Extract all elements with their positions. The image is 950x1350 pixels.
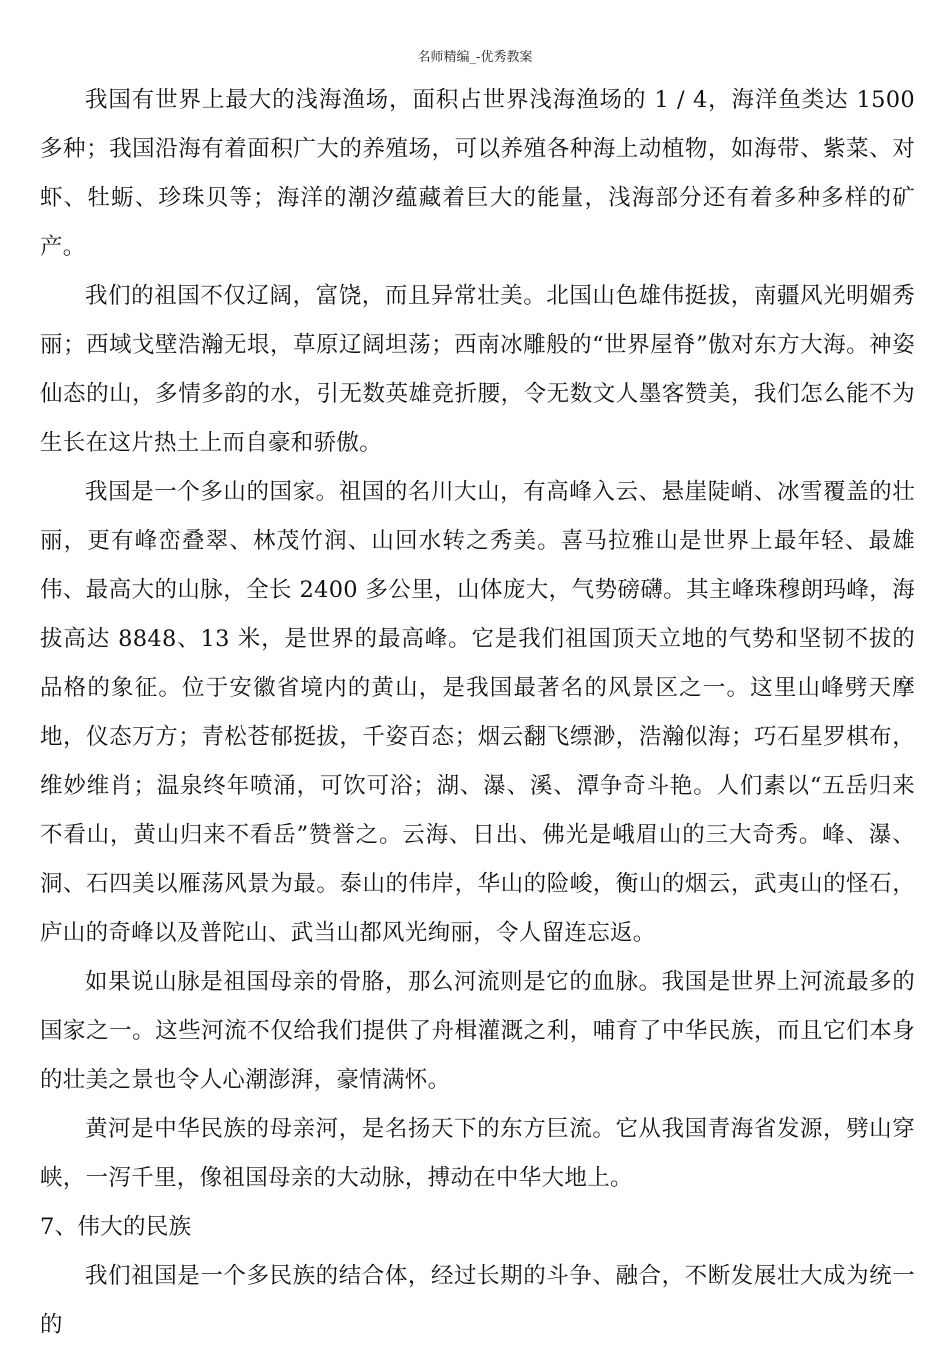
paragraph-nation: 我们祖国是一个多民族的结合体，经过长期的斗争、融合，不断发展壮大成为统一的: [40, 1263, 915, 1338]
paragraph-yellow-river: 黄河是中华民族的母亲河，是名扬天下的东方巨流。它从我国青海省发源，劈山穿峡，一泻千里，像祖国母亲的大动脉，搏动在中华大地上。: [40, 1116, 915, 1191]
page-header: 名师精编_-优秀教案: [417, 50, 533, 65]
document-body: [40, 76, 915, 1350]
section-heading: 7、伟大的民族: [40, 1214, 192, 1240]
paragraph-landscape: 我们的祖国不仅辽阔，富饶，而且异常壮美。北国山色雄伟挺拔，南疆风光明媚秀丽；西域戈壁浩瀚无垠，草原辽阔坦荡；西南冰雕般的“世界屋脊”傲对东方大海。神姿仙态的山，多情多韵的水，引无数英雄竞折腰，令无数文人墨客赞美，我们怎么能不为生长在这片热土上而自豪和骄傲。: [40, 283, 915, 456]
paragraph-mountains: 我国是一个多山的国家。祖国的名川大山，有高峰入云、悬崖陡峭、冰雪覆盖的壮丽，更有峰峦叠翠、林茂竹润、山回水转之秀美。喜马拉雅山是世界上最年轻、最雄伟、最高大的山脉，全长 2400 多公里，山体庞大，气势磅礴。其主峰珠穆朗玛峰，海拔高达 8848、13 米，是世界的最高峰。它是我们祖国顶天立地的气势和坚韧不拔的品格的象征。位于安徽省境内的黄山，是我国最著名的风景区之一。这里山峰劈天摩地，仪态万方；青松苍郁挺拔，千姿百态；烟云翻飞缥渺，浩瀚似海；巧石星罗棋布，维妙维肖；温泉终年喷涌，可饮可浴；湖、瀑、溪、潭争奇斗艳。人们素以“五岳归来不看山，黄山归来不看岳”赞誉之。云海、日出、佛光是峨眉山的三大奇秀。峰、瀑、洞、石四美以雁荡风景为最。泰山的伟岸，华山的险峻，衡山的烟云，武夷山的怪石，庐山的奇峰以及普陀山、武当山都风光绚丽，令人留连忘返。: [40, 479, 915, 946]
paragraph-rivers: 如果说山脉是祖国母亲的骨胳，那么河流则是它的血脉。我国是世界上河流最多的国家之一。这些河流不仅给我们提供了舟楫灌溉之利，哺育了中华民族，而且它们本身的壮美之景也令人心潮澎湃，豪情满怀。: [40, 969, 915, 1093]
paragraph-fishery: 我国有世界上最大的浅海渔场，面积占世界浅海渔场的 1 / 4，海洋鱼类达 1500 多种；我国沿海有着面积广大的养殖场，可以养殖各种海上动植物，如海带、紫菜、对虾、牡蛎、珍珠贝等；海洋的潮汐蕴藏着巨大的能量，浅海部分还有着多种多样的矿产。: [40, 87, 915, 260]
